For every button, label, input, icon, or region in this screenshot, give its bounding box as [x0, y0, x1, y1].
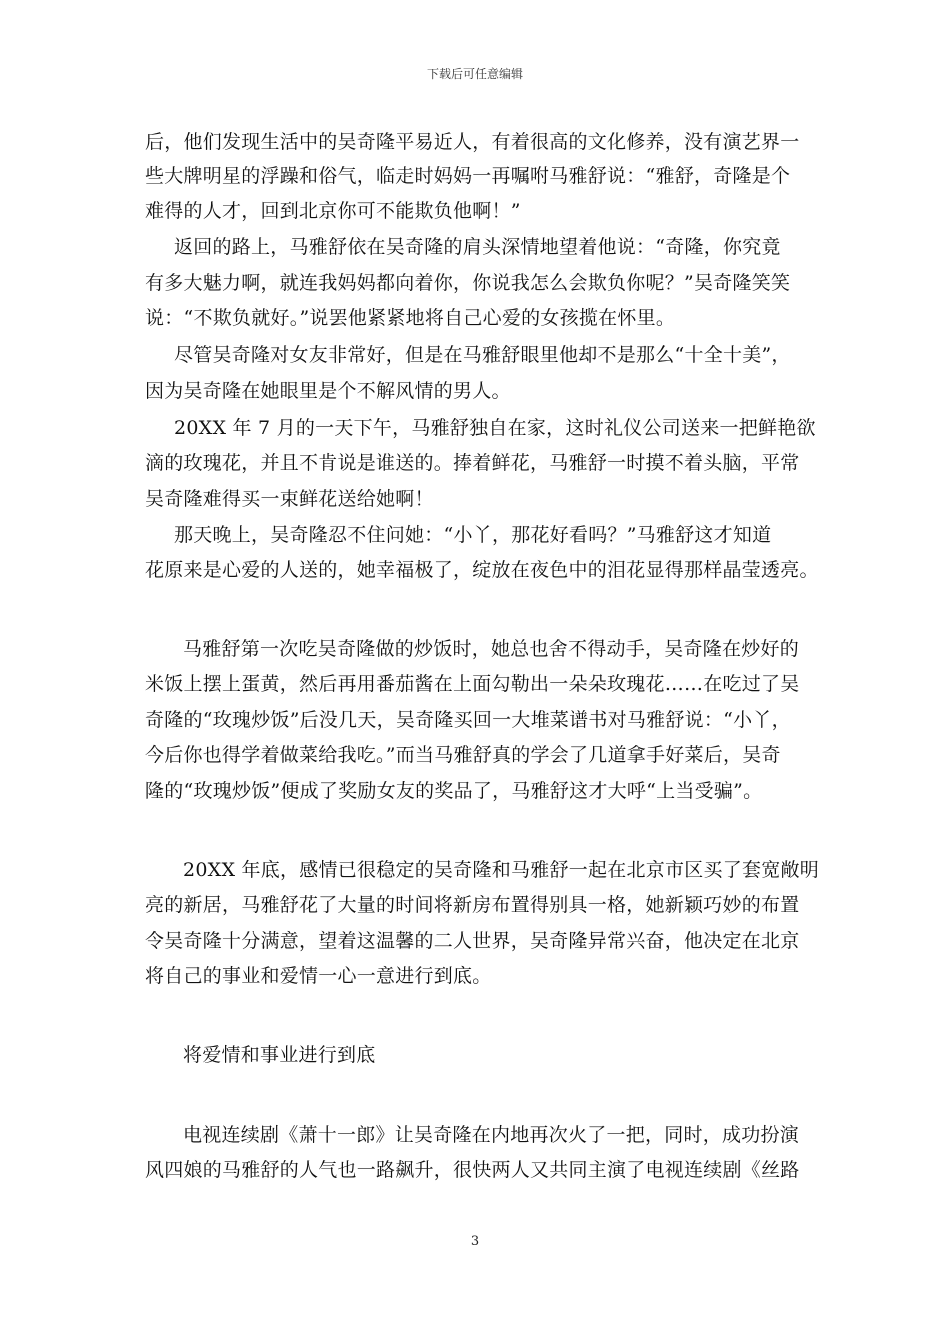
text-line: 将自己的事业和爱情一心一意进行到底。 [145, 965, 492, 987]
text-line: 20XX 年 7 月的一天下午，马雅舒独自在家，这时礼仪公司送来一把鲜艳欲 [174, 417, 816, 439]
text-line: 隆的“玫瑰炒饭”便成了奖励女友的奖品了，马雅舒这才大呼“上当受骗”。 [145, 780, 763, 802]
section-heading: 将爱情和事业进行到底 [183, 1044, 376, 1066]
text-line: 奇隆的“玫瑰炒饭”后没几天，吴奇隆买回一大堆菜谱书对马雅舒说：“小丫， [145, 709, 791, 731]
text-line: 马雅舒第一次吃吴奇隆做的炒饭时，她总也舍不得动手，吴奇隆在炒好的 [183, 638, 800, 660]
text-line: 有多大魅力啊，就连我妈妈都向着你，你说我怎么会欺负你呢？”吴奇隆笑笑 [145, 272, 791, 294]
text-line: 因为吴奇隆在她眼里是个不解风情的男人。 [145, 380, 511, 402]
text-line: 说：“不欺负就好。”说罢他紧紧地将自己心爱的女孩揽在怀里。 [145, 307, 676, 329]
text-line: 米饭上摆上蛋黄，然后再用番茄酱在上面勾勒出一朵朵玫瑰花……在吃过了吴 [145, 673, 800, 695]
text-line: 后，他们发现生活中的吴奇隆平易近人，有着很高的文化修养，没有演艺界一 [145, 131, 800, 153]
text-line: 风四娘的马雅舒的人气也一路飙升，很快两人又共同主演了电视连续剧《丝路 [145, 1159, 800, 1181]
page-header: 下载后可任意编辑 [426, 67, 523, 81]
text-line: 些大牌明星的浮躁和俗气，临走时妈妈一再嘱咐马雅舒说：“雅舒，奇隆是个 [145, 165, 791, 187]
text-line: 滴的玫瑰花，并且不肯说是谁送的。捧着鲜花，马雅舒一时摸不着头脑，平常 [145, 452, 800, 474]
text-line: 花原来是心爱的人送的，她幸福极了，绽放在夜色中的泪花显得那样晶莹透亮。 [145, 559, 819, 581]
text-line: 今后你也得学着做菜给我吃。”而当马雅舒真的学会了几道拿手好菜后，吴奇 [145, 744, 781, 766]
text-line: 尽管吴奇隆对女友非常好，但是在马雅舒眼里他却不是那么“十全十美”， [174, 344, 791, 366]
text-line: 返回的路上，马雅舒依在吴奇隆的肩头深情地望着他说：“奇隆，你究竟 [174, 236, 781, 258]
text-line: 吴奇隆难得买一束鲜花送给她啊！ [145, 488, 434, 510]
text-line: 电视连续剧《萧十一郎》让吴奇隆在内地再次火了一把，同时，成功扮演 [183, 1124, 800, 1146]
text-line: 那天晚上，吴奇隆忍不住问她：“小丫，那花好看吗？”马雅舒这才知道 [174, 524, 772, 546]
text-line: 20XX 年底，感情已很稳定的吴奇隆和马雅舒一起在北京市区买了套宽敞明 [183, 859, 820, 881]
text-line: 难得的人才，回到北京你可不能欺负他啊！” [145, 200, 521, 222]
page-number: 3 [470, 1234, 480, 1249]
text-line: 亮的新居，马雅舒花了大量的时间将新房布置得别具一格，她新颖巧妙的布置 [145, 894, 800, 916]
text-line: 令吴奇隆十分满意，望着这温馨的二人世界，吴奇隆异常兴奋，他决定在北京 [145, 930, 800, 952]
